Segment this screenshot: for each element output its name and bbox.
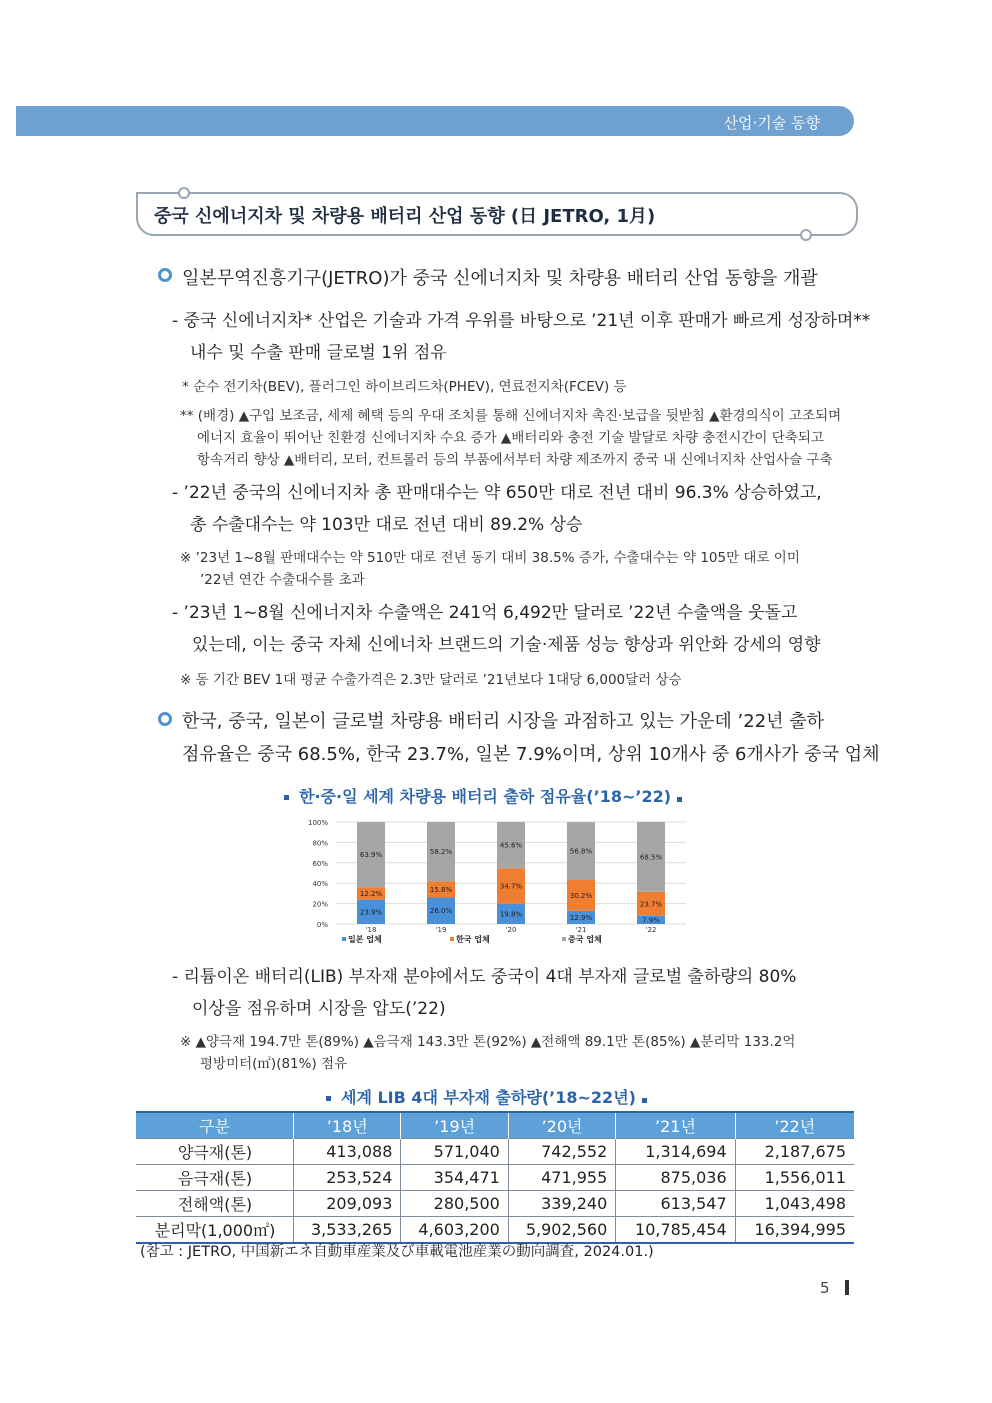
- table-header-cell: ’18년: [294, 1112, 401, 1139]
- table-header-cell: ’21년: [616, 1112, 735, 1139]
- detail1-line1: - 중국 신에너지차* 산업은 기술과 가격 우위를 바탕으로 ’21년 이후 판매가 빠르게 성장하며**: [172, 311, 871, 331]
- table-header-cell: ’22년: [735, 1112, 854, 1139]
- detail4-line1: - 리튬이온 배터리(LIB) 부자재 분야에서도 중국이 4대 부자재 글로벌 출하량의 80%: [172, 967, 797, 987]
- table-cell: 10,785,454: [616, 1217, 735, 1244]
- table-cell: 3,533,265: [294, 1217, 401, 1244]
- page-number: 5: [820, 1279, 830, 1297]
- table-cell: 1,556,011: [735, 1165, 854, 1191]
- legend-swatch: [450, 937, 454, 941]
- note4: ※ 동 기간 BEV 1대 평균 수출가격은 2.3만 달러로 ’21년보다 1대당 6,000달러 상승: [180, 672, 682, 688]
- table-cell: 339,240: [508, 1191, 615, 1217]
- table-cell: 전해액(톤): [136, 1191, 294, 1217]
- article-title: 중국 신에너지차 및 차량용 배터리 산업 동향 (日 JETRO, 1月): [154, 206, 656, 227]
- note2-line1: ** (배경) ▲구입 보조금, 세제 혜택 등의 우대 조치를 통해 신에너지차 촉진·보급을 뒷받침 ▲환경의식이 고조되며: [180, 408, 842, 424]
- x-tick-label: '19: [435, 926, 447, 934]
- table-cell: 253,524: [294, 1165, 401, 1191]
- battery-share-chart: [300, 812, 700, 952]
- table-cell: 280,500: [401, 1191, 508, 1217]
- data-label: 12.2%: [359, 889, 383, 898]
- table-cell: 1,314,694: [616, 1139, 735, 1165]
- y-tick-label: 60%: [312, 859, 328, 868]
- x-tick-label: '20: [505, 926, 517, 934]
- title-box-dot-bottom: [800, 229, 812, 241]
- data-label: 45.6%: [499, 841, 523, 850]
- note2-line3: 항속거리 향상 ▲배터리, 모터, 컨트롤러 등의 부품에서부터 차량 제조까지 중국 내 신에너지차 산업사슬 구축: [197, 452, 833, 468]
- bullet-icon: [158, 712, 172, 726]
- table-row: [136, 1191, 854, 1217]
- x-tick-label: '21: [575, 926, 587, 934]
- table-header-cell: 구분: [136, 1112, 294, 1139]
- detail2-line2: 총 수출대수는 약 103만 대로 전년 대비 89.2% 상승: [190, 515, 583, 535]
- table-cell: 양극재(톤): [136, 1139, 294, 1165]
- table-cell: 16,394,995: [735, 1217, 854, 1244]
- detail1-line2: 내수 및 수출 판매 글로벌 1위 점유: [190, 343, 447, 363]
- detail4-line2: 이상을 점유하며 시장을 압도(’22): [192, 999, 446, 1019]
- note1: * 순수 전기차(BEV), 플러그인 하이브리드차(PHEV), 연료전지차(FCEV) 등: [182, 379, 627, 395]
- legend-swatch: [562, 937, 566, 941]
- data-label: 23.9%: [359, 908, 383, 917]
- detail3-line2: 있는데, 이는 중국 자체 신에너차 브랜드의 기술·제품 성능 향상과 위안화 강세의 영향: [192, 635, 821, 655]
- note2-line2: 에너지 효율이 뛰어난 친환경 신에너지차 수요 증가 ▲배터리와 충전 기술 발달로 차량 충전시간이 단축되고: [197, 430, 824, 446]
- note3-line1: ※ ’23년 1~8월 판매대수는 약 510만 대로 전년 동기 대비 38.5% 증가, 수출대수는 약 105만 대로 이미: [180, 550, 800, 566]
- table-cell: 음극재(톤): [136, 1165, 294, 1191]
- table-cell: 분리막(1,000㎡): [136, 1217, 294, 1244]
- table-header-cell: ’19년: [401, 1112, 508, 1139]
- note5-line1: ※ ▲양극재 194.7만 톤(89%) ▲음극재 143.3만 톤(92%) ▲전해액 89.1만 톤(85%) ▲분리막 133.2억: [180, 1034, 796, 1050]
- data-label: 58.2%: [429, 848, 453, 857]
- data-label: 23.7%: [639, 900, 663, 909]
- bullet2-line1: 한국, 중국, 일본이 글로벌 차량용 배터리 시장을 과점하고 있는 가운데 ’22년 출하: [182, 711, 825, 732]
- table-cell: 413,088: [294, 1139, 401, 1165]
- chart-caption-text: 한·중·일 세계 차량용 배터리 출하 점유율(’18~’22): [299, 787, 672, 806]
- y-tick-label: 80%: [312, 839, 328, 848]
- data-label: 34.7%: [499, 882, 523, 891]
- header-bar: [16, 106, 854, 136]
- table-cell: 875,036: [616, 1165, 735, 1191]
- source-note: (참고 : JETRO, 中国新エネ自動車産業及び車載電池産業の動向調査, 2024.01.): [140, 1244, 654, 1260]
- note5-line2: 평방미터(㎡)(81%) 점유: [200, 1056, 348, 1072]
- table-header-row: [136, 1112, 854, 1139]
- y-tick-label: 100%: [307, 819, 328, 827]
- table-cell: 209,093: [294, 1191, 401, 1217]
- table-caption-text: 세계 LIB 4대 부자재 출하량(’18~22년): [341, 1088, 636, 1107]
- data-label: 7.9%: [642, 916, 660, 925]
- bullet-icon: [158, 268, 172, 282]
- table-row: [136, 1139, 854, 1165]
- table-cell: 4,603,200: [401, 1217, 508, 1244]
- caption-square-icon: [284, 795, 289, 800]
- legend-swatch: [342, 937, 346, 941]
- section-label: 산업·기술 동향: [723, 114, 820, 132]
- table-cell: 471,955: [508, 1165, 615, 1191]
- data-label: 12.9%: [569, 913, 593, 922]
- table-cell: 613,547: [616, 1191, 735, 1217]
- lib-materials-table: [136, 1111, 854, 1244]
- bullet2-line2: 점유율은 중국 68.5%, 한국 23.7%, 일본 7.9%이며, 상위 10개사 중 6개사가 중국 업체: [182, 744, 880, 765]
- legend-label: 일본 업체: [348, 935, 382, 944]
- data-label: 30.2%: [569, 891, 593, 900]
- caption-square-icon: [642, 1098, 647, 1103]
- table-caption: [326, 1085, 647, 1108]
- table-cell: 742,552: [508, 1139, 615, 1165]
- data-label: 26.0%: [429, 907, 453, 916]
- data-label: 15.8%: [429, 885, 453, 894]
- y-tick-label: 0%: [316, 921, 328, 929]
- table-cell: 354,471: [401, 1165, 508, 1191]
- table-header-cell: ’20년: [508, 1112, 615, 1139]
- caption-square-icon: [326, 1096, 331, 1101]
- note3-line2: ’22년 연간 수출대수를 초과: [200, 572, 365, 588]
- data-label: 63.9%: [359, 851, 383, 860]
- table-cell: 1,043,498: [735, 1191, 854, 1217]
- table-cell: 571,040: [401, 1139, 508, 1165]
- y-tick-label: 40%: [312, 880, 328, 889]
- chart-caption: [284, 784, 682, 807]
- data-label: 19.8%: [499, 910, 523, 919]
- x-tick-label: '22: [645, 926, 657, 934]
- table-cell: 5,902,560: [508, 1217, 615, 1244]
- title-box-dot-top: [178, 187, 190, 199]
- detail2-line1: - ’22년 중국의 신에너지차 총 판매대수는 약 650만 대로 전년 대비 96.3% 상승하였고,: [172, 483, 822, 503]
- page-marker: [845, 1280, 849, 1295]
- article-title-box: [136, 192, 858, 236]
- data-label: 68.5%: [639, 853, 663, 862]
- detail3-line1: - ’23년 1~8월 신에너지차 수출액은 241억 6,492만 달러로 ’22년 수출액을 웃돌고: [172, 603, 798, 623]
- legend-label: 한국 업체: [456, 935, 490, 944]
- data-label: 56.8%: [569, 847, 593, 856]
- table-cell: 2,187,675: [735, 1139, 854, 1165]
- legend-label: 중국 업체: [568, 935, 602, 944]
- table-row: [136, 1165, 854, 1191]
- y-tick-label: 20%: [312, 900, 328, 909]
- bullet1-text: 일본무역진흥기구(JETRO)가 중국 신에너지차 및 차량용 배터리 산업 동향을 개괄: [182, 268, 818, 289]
- caption-square-icon: [677, 797, 682, 802]
- x-tick-label: '18: [365, 926, 377, 934]
